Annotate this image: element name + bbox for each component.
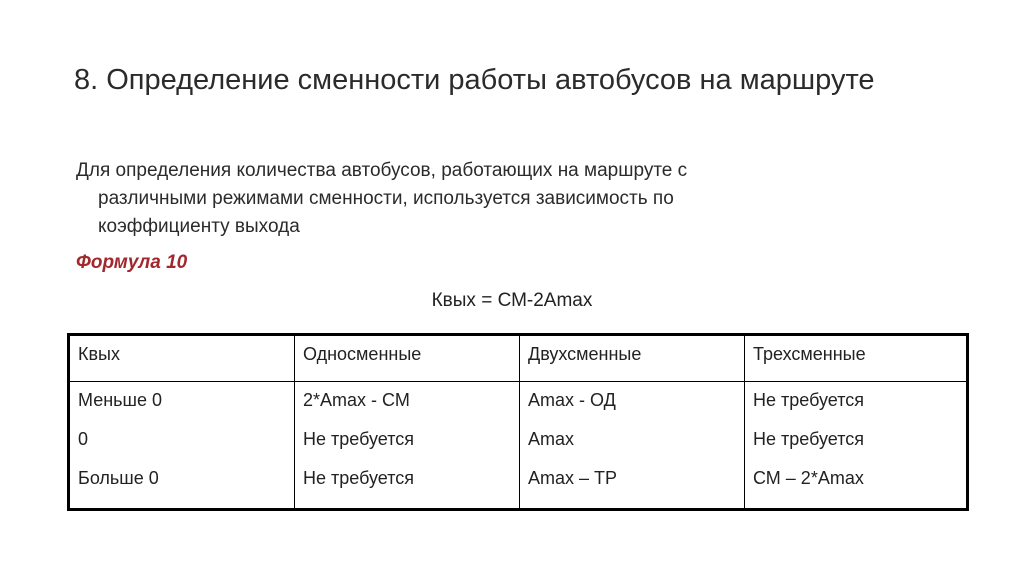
intro-line: различными режимами сменности, используется зависимость по [98, 188, 674, 209]
formula: Квых = СМ-2Amax [431, 290, 593, 311]
shift-table-grid [69, 335, 967, 509]
table-cell: Не требуется [303, 429, 414, 449]
table-cell: Amax - ОД [528, 390, 616, 410]
table-cell: Не требуется [303, 468, 414, 488]
table-cell: Не требуется [753, 390, 864, 410]
table-cell: Больше 0 [78, 468, 159, 488]
header-kvyh: Квых [70, 336, 295, 382]
table-cell: Не требуется [753, 429, 864, 449]
header-three-shift: Трехсменные [745, 336, 967, 382]
intro-paragraph [76, 157, 856, 241]
intro-line: коэффициенту выхода [98, 216, 300, 237]
table-cell: 2*Amax - СМ [303, 390, 410, 410]
cell-three-shift-values [745, 382, 967, 509]
table-cell: СМ – 2*Amax [753, 468, 864, 488]
intro-line: Для определения количества автобусов, работающих на маршруте с [76, 160, 688, 181]
formula-label: Формула 10 [76, 252, 188, 273]
cell-kvyh-values [70, 382, 295, 509]
cell-single-shift-values [295, 382, 520, 509]
table-cell: 0 [78, 429, 89, 449]
table-cell: Amax – ТР [528, 468, 618, 488]
table-row [70, 382, 967, 509]
table-cell: Amax [528, 429, 575, 449]
table-header-row [70, 336, 967, 382]
header-single-shift: Односменные [295, 336, 520, 382]
header-two-shift: Двухсменные [520, 336, 745, 382]
shift-table [67, 333, 969, 511]
table-cell: Меньше 0 [78, 390, 162, 410]
cell-two-shift-values [520, 382, 745, 509]
slide-title: 8. Определение сменности работы автобусов на маршруте [74, 64, 875, 96]
